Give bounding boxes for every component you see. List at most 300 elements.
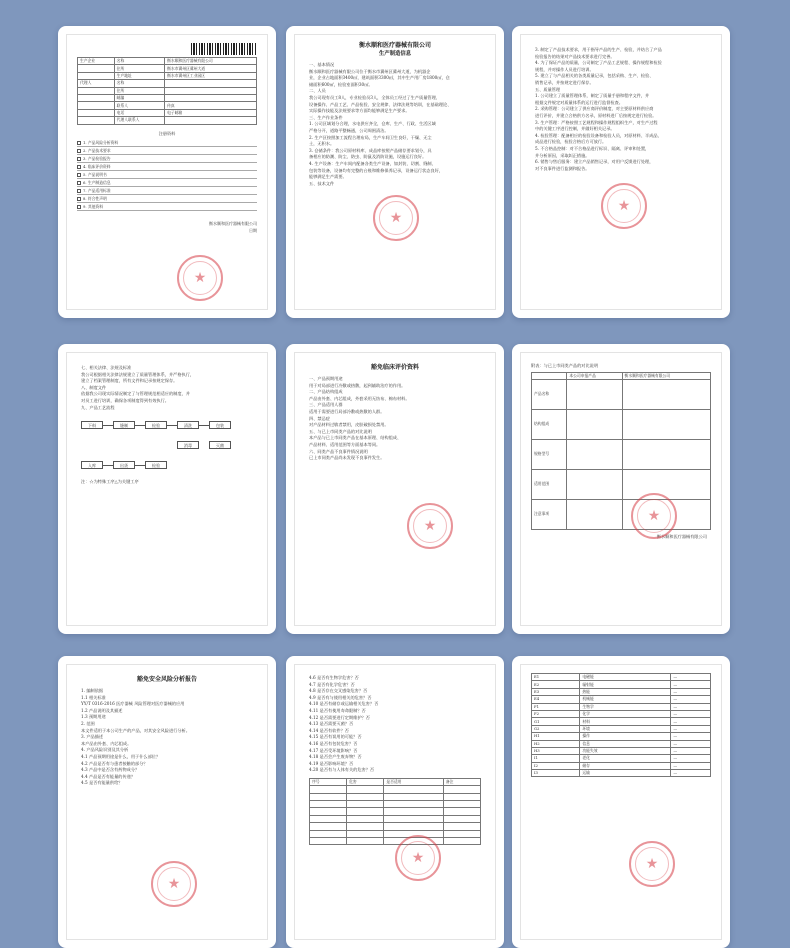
- form-row: [78, 80, 257, 87]
- table-caption: 附表：与已上市同类产品的对比说明: [531, 363, 599, 368]
- checklist-item: [77, 171, 257, 179]
- checklist-item: [77, 203, 257, 211]
- document-title: 衡水顺和医疗器械有限公司: [358, 42, 431, 49]
- checklist-label: 4. 临床评价资料: [83, 164, 111, 170]
- text-line: 1.3 预期用途: [81, 714, 106, 720]
- table-cell: 生产地址: [114, 72, 164, 79]
- text-line: 4.5 是否有能量供给？: [81, 780, 123, 786]
- text-line: 1. 公司建立了质量管理体系，制定了质量手册和程序文件，并: [535, 93, 650, 99]
- text-line: 成品进行检验，检验合格后方可放行。: [535, 139, 607, 145]
- table-cell: 邮编: [114, 94, 164, 101]
- table-cell: 生物学: [580, 703, 671, 710]
- table-row: [310, 815, 481, 822]
- footer-date: 日期: [249, 227, 257, 233]
- text-line: 用于对局部进行冷敷或热敷，起到辅助治疗的作用。: [309, 382, 406, 388]
- table-row: [310, 793, 481, 800]
- text-line: 4.10 是否有储存或运输相关危害？否: [309, 701, 379, 707]
- table-row: [532, 718, 711, 725]
- form-row: [78, 117, 257, 124]
- document-title: 豁免安全风险分析报告: [136, 676, 197, 683]
- table-cell: 热能: [580, 688, 671, 695]
- text-line: 4.9 是否有与使用相关的危害？否: [309, 694, 372, 700]
- table-cell: —: [671, 718, 711, 725]
- checklist-label: 7. 产品适用标准: [83, 188, 111, 194]
- text-line: 衡水顺和医疗器械有限公司位于衡水市冀州区冀州大道，为机器企: [309, 68, 431, 74]
- text-line: 4.2 产品是否有与患者接触的部分？: [81, 760, 148, 766]
- table-cell: [78, 117, 115, 124]
- text-line: 4.1 产品预期用途是什么，用于什么部位？: [81, 753, 161, 759]
- document-card-1[interactable]: [58, 26, 276, 318]
- table-cell: H1: [532, 733, 580, 740]
- text-line: 五、质量管理: [535, 86, 561, 92]
- table-header-cell: 危害: [347, 778, 384, 785]
- table-row: [532, 499, 711, 529]
- table-cell: —: [671, 674, 711, 681]
- comparison-table: [531, 372, 711, 530]
- table-cell: 衡水市冀州区冀州大道: [165, 65, 257, 72]
- table-cell: [165, 87, 257, 94]
- flow-arrow: [167, 425, 177, 426]
- text-line: 4. 检验管理：配备相应的检验设备和检验人员，对原材料、半成品、: [535, 132, 662, 138]
- form-row: [78, 65, 257, 72]
- table-cell: 操作: [580, 733, 671, 740]
- table-cell: [78, 109, 115, 116]
- flow-arrow: [103, 425, 113, 426]
- text-line: 6. 销售与售后服务：建立产品销售记录，对用户反馈进行处理，: [535, 159, 654, 165]
- table-cell: [443, 786, 480, 793]
- text-line: 4.12 是否需要进行定期维护？否: [309, 714, 370, 720]
- table-cell: G2: [532, 725, 580, 732]
- table-cell: [310, 801, 347, 808]
- form-row: [78, 72, 257, 79]
- table-cell: —: [671, 696, 711, 703]
- document-card-5[interactable]: [286, 344, 504, 634]
- table-cell: [443, 815, 480, 822]
- text-line: 1. 公司区域划分合理，水电供应齐全，仓库、生产、行政、生活区域: [309, 121, 436, 127]
- checklist-label: 3. 产品检验报告: [83, 156, 111, 162]
- company-seal: ★: [629, 841, 675, 887]
- text-line: 2. 采购管理：公司建立了供应商评价制度，对主要原材料供应商: [535, 106, 654, 112]
- form-row: [78, 58, 257, 65]
- checkbox-icon: [77, 181, 81, 185]
- text-line: 五、与已上市同类产品的对比说明: [309, 428, 372, 434]
- checklist-item: [77, 147, 257, 155]
- text-line: 业，企业占地面积3400㎡，建筑面积3300㎡，其中生产用厂房1800㎡，仓: [309, 75, 450, 81]
- table-cell: [622, 409, 710, 439]
- table-row: [532, 439, 711, 469]
- table-cell: —: [671, 755, 711, 762]
- text-line: 4.11 是否有使用寿命限制？否: [309, 707, 366, 713]
- text-line: 检验报告的结果对产品技术要求进行完善。: [535, 53, 615, 59]
- list-header: 注册资料: [158, 130, 176, 136]
- text-line: 4. 为了保证产品的质量，公司制定了产品工艺规程、操作规程和检验: [535, 60, 662, 66]
- table-header-cell: 序号: [310, 778, 347, 785]
- text-line: 并分析原因，采取纠正措施。: [535, 152, 590, 158]
- flow-arrow: [135, 465, 145, 466]
- applicant-table: [77, 57, 257, 125]
- table-cell: [165, 117, 257, 124]
- flow-step: 出货: [113, 461, 135, 469]
- table-cell: [165, 94, 257, 101]
- table-cell: G1: [532, 718, 580, 725]
- table-cell: 电子邮箱: [165, 109, 257, 116]
- table-cell: [347, 808, 384, 815]
- risk-questions-page: [294, 664, 496, 940]
- checklist-label: 8. 符合性声明: [83, 196, 107, 202]
- text-line: 4.15 是否有误用的可能？否: [309, 734, 362, 740]
- table-cell: [347, 801, 384, 808]
- table-cell: —: [671, 747, 711, 754]
- table-cell: [384, 823, 444, 830]
- table-row: [310, 808, 481, 815]
- production-info-continued-page: [520, 34, 722, 310]
- document-body: [295, 372, 495, 466]
- table-cell: 老化: [580, 755, 671, 762]
- flow-step: 检验: [145, 461, 167, 469]
- text-line: 严格分开，道路平整畅通，公司周围清洁。: [309, 127, 389, 133]
- text-line: 对产品材料过敏者禁用，皮肤破损处禁用。: [309, 422, 389, 428]
- table-cell: 信息: [580, 740, 671, 747]
- checkbox-icon: [77, 141, 81, 145]
- text-line: 产品材料、适用范围等方面基本等同。: [309, 441, 381, 447]
- text-line: 产品由外套、内芯组成，外套采用无纺布、棉布材料。: [309, 395, 410, 401]
- text-line: 4. 生产设备：生产车间内配备各类生产设备，如封装、切割、缝制、: [309, 160, 436, 166]
- hazard-table: [309, 778, 481, 846]
- table-cell: [567, 409, 622, 439]
- text-line: 本文件适用于本公司生产的产品，对其安全风险进行分析。: [81, 727, 190, 733]
- table-cell: 代理人: [78, 80, 115, 87]
- checklist-item: [77, 155, 257, 163]
- flow-arrow: [103, 465, 113, 466]
- document-card-3[interactable]: [512, 26, 730, 318]
- checkbox-icon: [77, 165, 81, 169]
- text-line: 4.16 是否有包装危害？否: [309, 740, 358, 746]
- table-cell: —: [671, 740, 711, 747]
- flow-step: 检验: [145, 421, 167, 429]
- document-body: [521, 35, 721, 176]
- table-cell: [567, 469, 622, 499]
- text-line: 4.14 是否有软件？否: [309, 727, 349, 733]
- table-cell: [622, 439, 710, 469]
- text-line: 四、禁忌症: [309, 415, 330, 421]
- table-row: [532, 710, 711, 717]
- table-cell: E2: [532, 681, 580, 688]
- text-line: 5. 建立了与产品相关的各类质量记录，包括采购、生产、检验、: [535, 73, 654, 79]
- table-cell: 机械能: [580, 696, 671, 703]
- text-line: 中的关键工序进行控制，并做好相关记录。: [535, 126, 615, 132]
- checklist-label: 6. 生产制造信息: [83, 180, 111, 186]
- text-line: 一、产品预期用途: [309, 376, 343, 381]
- text-line: 3. 生产管理：严格按照工艺规程和操作规程组织生产，对生产过程: [535, 119, 658, 125]
- table-cell: [622, 379, 710, 409]
- table-cell: [384, 786, 444, 793]
- checklist-label: 5. 产品说明书: [83, 172, 107, 178]
- table-cell: E3: [532, 688, 580, 695]
- checkbox-icon: [77, 205, 81, 209]
- text-line: 建立了档案管理制度，所有文件和记录按规定保存。: [81, 378, 178, 384]
- table-cell: 环境: [580, 725, 671, 732]
- text-line: 根据文件规定对质量体系的运行进行监督检查。: [535, 99, 623, 105]
- table-cell: 住所: [114, 87, 164, 94]
- document-card-2[interactable]: [286, 26, 504, 318]
- table-cell: 名称: [114, 80, 164, 87]
- company-seal: ★: [177, 255, 223, 301]
- flow-arrow: [199, 425, 209, 426]
- table-cell: [567, 379, 622, 409]
- checklist-item: [77, 139, 257, 147]
- table-row: [532, 770, 711, 777]
- text-line: 规程，并对操作人员进行培训。: [535, 66, 594, 72]
- table-cell: 代理人联系人: [114, 117, 164, 124]
- table-header-cell: 衡水顺和医疗器械有限公司: [622, 372, 710, 379]
- text-line: 八、制度文件: [81, 384, 107, 390]
- table-cell: [347, 830, 384, 837]
- table-cell: —: [671, 703, 711, 710]
- text-line: 我公司现有员工8人，专业检验员3人，全体员工经过了生产质量管理、: [309, 94, 440, 100]
- text-line: 4.3 产品中是否含有药物成分？: [81, 767, 140, 773]
- table-cell: [347, 838, 384, 845]
- table-cell: [310, 793, 347, 800]
- table-cell: [165, 80, 257, 87]
- text-line: 备相应的防潮、防尘、防虫、防鼠及消防设施，设施运行良好。: [309, 154, 427, 160]
- checklist-label: 1. 产品风险分析资料: [83, 140, 119, 146]
- table-row: [532, 762, 711, 769]
- form-row: [78, 87, 257, 94]
- table-cell: 储存: [580, 762, 671, 769]
- checkbox-icon: [77, 189, 81, 193]
- text-line: 我公司根据相关法律法规建立了质量管理体系，并严格执行，: [81, 371, 195, 377]
- text-line: 包装等设备，设备均有完整的台账和维修保养记录，设备运行状态良好，: [309, 167, 444, 173]
- company-seal: ★: [373, 195, 419, 241]
- text-line: 4.4 产品是否有能量的传递？: [81, 773, 136, 779]
- table-cell: —: [671, 688, 711, 695]
- table-cell: I3: [532, 770, 580, 777]
- table-row: [532, 688, 711, 695]
- text-line: 2. 生产区按照加工流程合理布局，生产车间卫生良好，干燥、无尘: [309, 134, 432, 140]
- text-line: 适用于需要进行局部冷敷或热敷的人群。: [309, 408, 385, 414]
- barcode: [191, 43, 257, 55]
- text-line: 进行评价，并建立合格供方名录，原材料进厂后按规定进行检验。: [535, 112, 657, 118]
- document-card-9[interactable]: [512, 656, 730, 948]
- table-row: [532, 379, 711, 409]
- table-cell: [310, 838, 347, 845]
- table-cell: [347, 793, 384, 800]
- table-row: [532, 674, 711, 681]
- table-cell: [347, 823, 384, 830]
- table-cell: 适用范围: [532, 469, 567, 499]
- table-row: [310, 823, 481, 830]
- document-body: [295, 58, 495, 191]
- text-line: 5. 不合格品控制：对不合格品进行标识、隔离、评审和处置，: [535, 145, 650, 151]
- table-row: [532, 703, 711, 710]
- flow-note: 注：☆为特殊工序△为关键工序: [81, 479, 139, 485]
- table-row: [532, 409, 711, 439]
- table-cell: E4: [532, 696, 580, 703]
- document-card-4[interactable]: [58, 344, 276, 634]
- text-line: 对不良事件进行监测和报告。: [535, 165, 590, 171]
- checklist-label: 9. 其他资料: [83, 204, 104, 210]
- table-cell: [310, 823, 347, 830]
- table-row: [310, 801, 481, 808]
- table-cell: [78, 87, 115, 94]
- company-seal: ★: [151, 861, 197, 907]
- table-row: [532, 733, 711, 740]
- text-line: 三、生产作业条件: [309, 114, 343, 120]
- table-header-cell: 本公司申报产品: [567, 372, 622, 379]
- document-body: [67, 684, 267, 791]
- text-line: 对员工进行培训，确保各项制度得到有效执行。: [81, 397, 169, 403]
- checkbox-icon: [77, 197, 81, 201]
- text-line: 土，无积水。: [309, 141, 335, 147]
- process-flow-page: [66, 352, 268, 626]
- flow-step: 包装: [209, 421, 231, 429]
- table-cell: [347, 815, 384, 822]
- table-cell: F1: [532, 703, 580, 710]
- company-seal: ★: [601, 183, 647, 229]
- table-cell: [310, 830, 347, 837]
- table-row: [532, 747, 711, 754]
- footer-company: 衡水顺和医疗器械有限公司: [209, 221, 257, 227]
- checklist-item: [77, 195, 257, 203]
- table-cell: [310, 808, 347, 815]
- document-card-8[interactable]: [286, 656, 504, 948]
- table-cell: 住所: [114, 65, 164, 72]
- table-header-row: [310, 778, 481, 785]
- table-cell: 生产企业: [78, 58, 115, 65]
- table-cell: [310, 786, 347, 793]
- document-title: 豁免临床评价资料: [370, 364, 419, 371]
- company-seal: ★: [407, 503, 453, 549]
- text-line: 九、产品工艺流程: [81, 404, 115, 410]
- hazard-list-page: [520, 664, 722, 940]
- document-card-7[interactable]: [58, 656, 276, 948]
- table-cell: 电话: [114, 109, 164, 116]
- table-header-row: [532, 372, 711, 379]
- table-cell: [347, 786, 384, 793]
- table-cell: I2: [532, 762, 580, 769]
- risk-analysis-page: [66, 664, 268, 940]
- table-cell: 规格型号: [532, 439, 567, 469]
- table-cell: —: [671, 681, 711, 688]
- table-cell: 功能失效: [580, 747, 671, 754]
- comparison-table-page: [520, 352, 722, 626]
- form-page: [66, 34, 268, 310]
- table-row: [532, 469, 711, 499]
- table-cell: 辐射能: [580, 681, 671, 688]
- document-card-6[interactable]: [512, 344, 730, 634]
- table-header-cell: 是否适用: [384, 778, 444, 785]
- table-cell: [443, 801, 480, 808]
- table-cell: 材料: [580, 718, 671, 725]
- text-line: 二、产品结构组成: [309, 389, 343, 395]
- checklist-item: [77, 187, 257, 195]
- table-header-cell: [532, 372, 567, 379]
- flow-step: 灭菌: [209, 441, 231, 449]
- table-cell: H2: [532, 740, 580, 747]
- form-row: [78, 94, 257, 101]
- table-cell: [78, 65, 115, 72]
- table-cell: [384, 808, 444, 815]
- table-cell: [310, 815, 347, 822]
- checklist-item: [77, 179, 257, 187]
- hazard-list-table: [531, 673, 711, 777]
- table-cell: H3: [532, 747, 580, 754]
- text-line: YY/T 0316-2016 医疗器械 风险管理对医疗器械的应用: [81, 701, 185, 707]
- text-line: 销售记录，并按规定进行保存。: [535, 79, 594, 85]
- table-cell: [384, 793, 444, 800]
- text-line: 4.13 是否需要灭菌？否: [309, 721, 354, 727]
- table-cell: —: [671, 770, 711, 777]
- text-line: 本产品与已上市同类产品在基本原理、结构组成、: [309, 435, 402, 441]
- text-line: 4.6 是否有生物学危害？否: [309, 675, 359, 680]
- table-cell: 传真: [165, 102, 257, 109]
- flow-step: 消毒: [177, 441, 199, 449]
- company-seal: ★: [395, 835, 441, 881]
- table-cell: [443, 838, 480, 845]
- clinical-evaluation-page: [294, 352, 496, 626]
- flow-step: 清洗: [177, 421, 199, 429]
- table-cell: —: [671, 762, 711, 769]
- text-line: 六、同类产品不良事件情况说明: [309, 448, 368, 454]
- table-cell: I1: [532, 755, 580, 762]
- production-info-page: [294, 34, 496, 310]
- text-line: 4. 产品风险识别及其分析: [81, 747, 129, 753]
- flow-step: 入库: [81, 461, 103, 469]
- table-cell: [443, 823, 480, 830]
- text-line: 一、基本情况: [309, 62, 335, 67]
- text-line: 二、人员: [309, 88, 326, 94]
- document-body: [295, 665, 495, 778]
- text-line: 3. 产品描述: [81, 734, 104, 740]
- table-cell: 联系人: [114, 102, 164, 109]
- text-line: 五、技术文件: [309, 180, 335, 186]
- process-flowchart: [81, 419, 253, 473]
- table-cell: [567, 499, 622, 529]
- table-cell: F2: [532, 710, 580, 717]
- document-checklist: [77, 139, 257, 211]
- table-cell: 电磁能: [580, 674, 671, 681]
- text-line: 本产品由外套、内芯组成。: [81, 740, 132, 746]
- table-row: [532, 725, 711, 732]
- table-cell: —: [671, 733, 711, 740]
- table-cell: 运输: [580, 770, 671, 777]
- table-cell: [384, 815, 444, 822]
- text-line: 4.19 是否影响环境？否: [309, 760, 354, 766]
- flow-arrow: [135, 425, 145, 426]
- form-row: [78, 102, 257, 109]
- text-line: 1. 编制依据: [81, 688, 104, 693]
- text-line: 3. 制定了产品技术要求，用于指导产品的生产、检验，并结合了产品: [535, 47, 662, 52]
- checklist-label: 2. 产品技术要求: [83, 148, 111, 154]
- footer-company: 衡水顺和医疗器械有限公司: [656, 533, 707, 539]
- table-cell: 名称: [114, 58, 164, 65]
- text-line: 三、产品适用人群: [309, 402, 343, 408]
- document-body: [67, 353, 267, 415]
- table-cell: [384, 801, 444, 808]
- text-line: 能够满足生产需要。: [309, 174, 347, 180]
- table-cell: 衡水顺和医疗器械有限公司: [165, 58, 257, 65]
- text-line: 设备操作、产品工艺、产品检验、安全规律、法律法规等培训，在基础理论、: [309, 101, 452, 107]
- table-cell: [78, 102, 115, 109]
- checkbox-icon: [77, 173, 81, 177]
- table-row: [532, 740, 711, 747]
- table-cell: [443, 793, 480, 800]
- table-cell: [567, 439, 622, 469]
- text-line: 4.20 是否有与人体有关的危害？否: [309, 767, 375, 773]
- company-seal: ★: [631, 493, 677, 539]
- table-row: [310, 830, 481, 837]
- text-line: 2. 范围: [81, 720, 95, 726]
